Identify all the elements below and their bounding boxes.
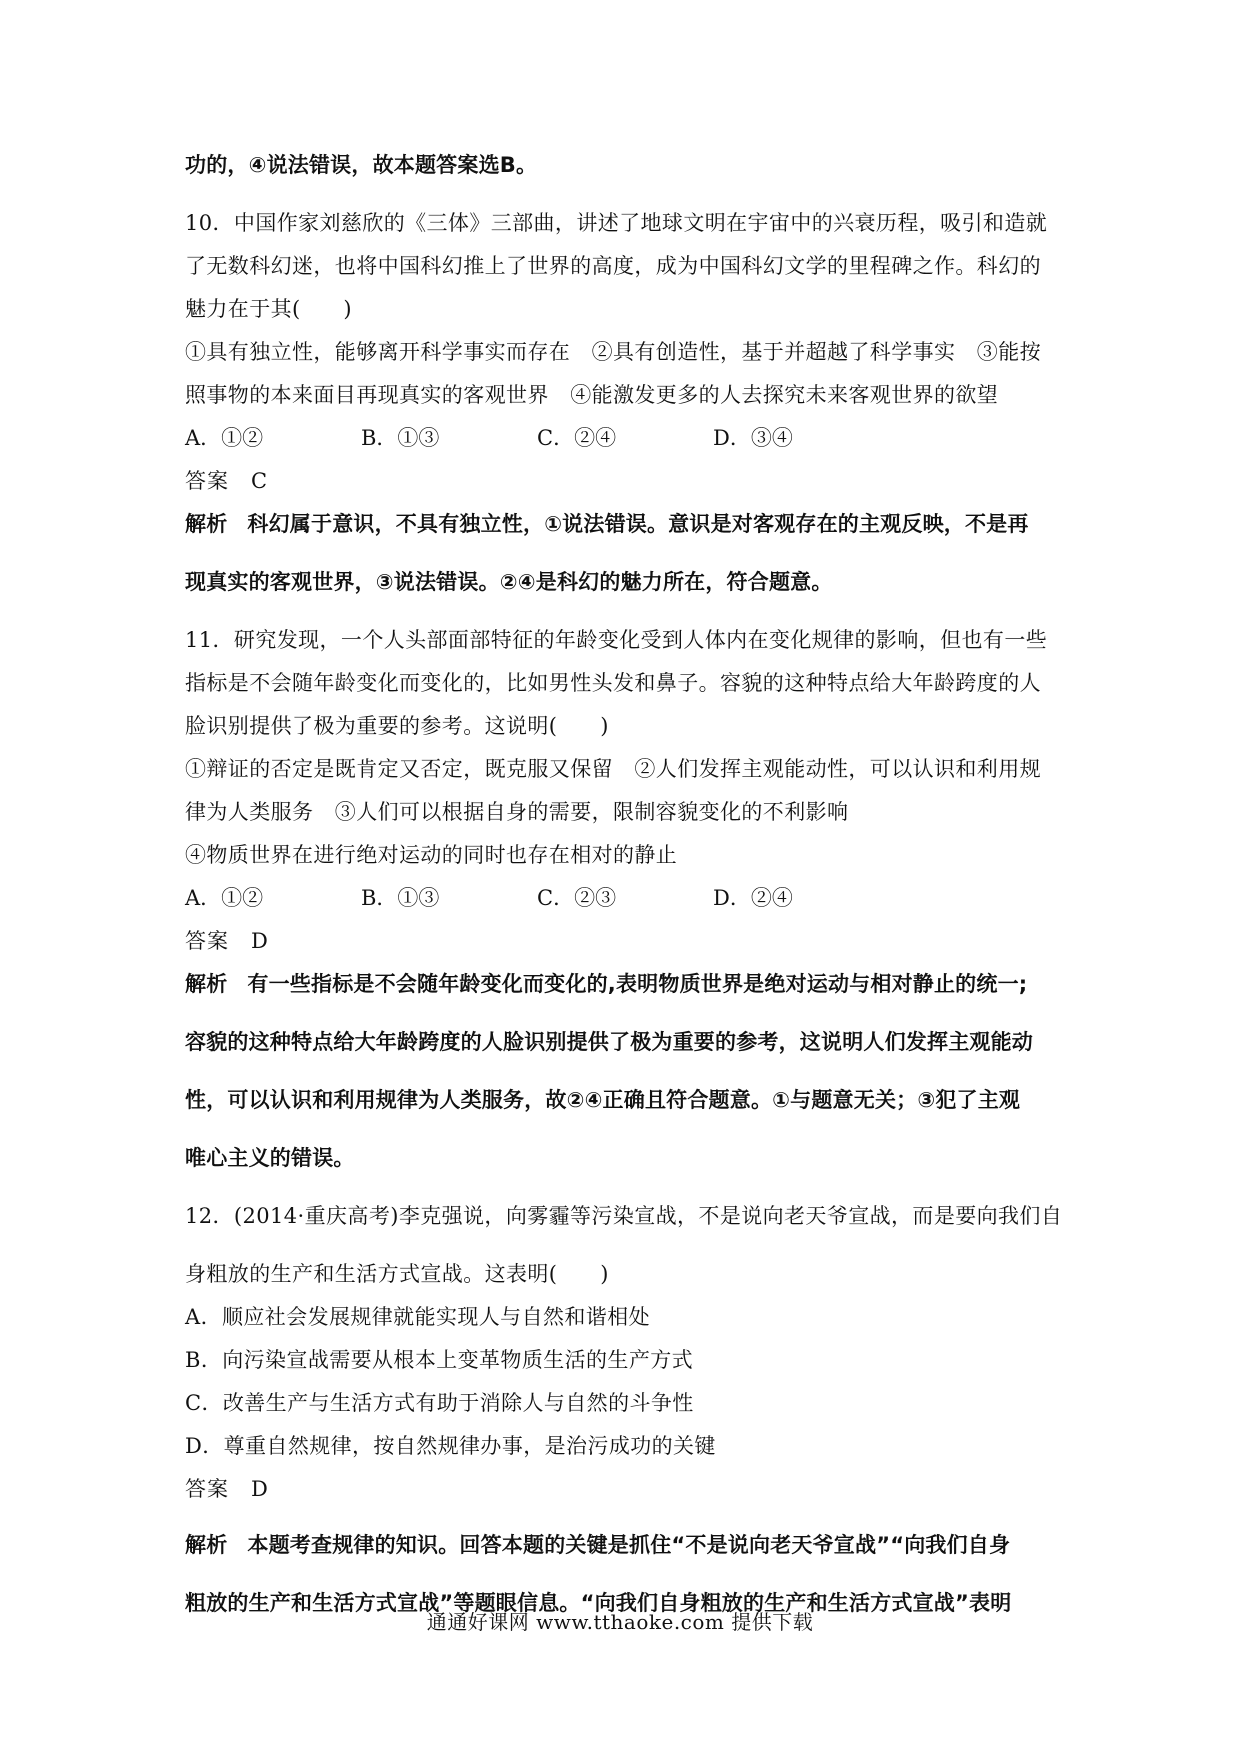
q11-stem-line-2: 指标是不会随年龄变化而变化的，比如男性头发和鼻子。容貌的这种特点给大年龄跨度的人 (185, 671, 1041, 695)
q12-answer-value: D (251, 1477, 268, 1501)
q10-analysis-label: 解析 (185, 512, 228, 536)
q11-answer (185, 926, 1065, 956)
q12-option-d: D．尊重自然规律，按自然规律办事，是治污成功的关键 (185, 1434, 716, 1458)
q12-option-a: A．顺应社会发展规律就能实现人与自然和谐相处 (185, 1305, 650, 1329)
q11-option-c: C．②③ (537, 886, 617, 910)
page-footer: 通通好课网 www.tthaoke.com 提供下载 (426, 1610, 814, 1634)
q12-option-c: C．改善生产与生活方式有助于消除人与自然的斗争性 (185, 1391, 694, 1415)
q10-statements-line-1: ①具有独立性，能够离开科学事实而存在 ②具有创造性，基于并超越了科学事实 ③能按 (185, 340, 1041, 364)
q10-stem-line-2: 了无数科幻迷，也将中国科幻推上了世界的高度，成为中国科幻文学的里程碑之作。科幻的 (185, 254, 1041, 278)
q12-analysis-label: 解析 (185, 1533, 228, 1557)
q10-stem-line-1: 10．中国作家刘慈欣的《三体》三部曲，讲述了地球文明在宇宙中的兴衰历程，吸引和造就 (185, 211, 1048, 235)
q10-stem-line-3: 魅力在于其( ) (185, 297, 352, 321)
q11-answer-label: 答案 (185, 929, 229, 953)
q12-answer-label: 答案 (185, 1477, 229, 1501)
q11-statements-line-1: ①辩证的否定是既肯定又否定，既克服又保留 ②人们发挥主观能动性，可以认识和利用规 (185, 757, 1041, 781)
q11-stem-line-3: 脸识别提供了极为重要的参考。这说明( ) (185, 714, 609, 738)
q11-analysis-label: 解析 (185, 972, 228, 996)
q11-statements-line-3: ④物质世界在进行绝对运动的同时也存在相对的静止 (185, 843, 678, 867)
q12-option-b: B．向污染宣战需要从根本上变革物质生活的生产方式 (185, 1348, 694, 1372)
q12-analysis-text-1: 本题考查规律的知识。回答本题的关键是抓住“不是说向老天爷宣战”“向我们自身 (247, 1533, 1011, 1557)
q12-stem-line-2: 身粗放的生产和生活方式宣战。这表明( ) (185, 1262, 609, 1286)
q11-option-d: D．②④ (713, 886, 793, 910)
q11-stem-line-1: 11．研究发现，一个人头部面部特征的年龄变化受到人体内在变化规律的影响，但也有一些 (185, 628, 1048, 652)
q12-stem-line-1: 12．(2014·重庆高考)李克强说，向雾霾等污染宣战，不是说向老天爷宣战，而是要向我们自 (185, 1204, 1063, 1228)
q11-answer-value: D (251, 929, 268, 953)
q10-answer-label: 答案 (185, 469, 229, 493)
q10-answer-value: C (251, 469, 268, 493)
q11-analysis-line-3: 性，可以认识和利用规律为人类服务，故②④正确且符合题意。①与题意无关；③犯了主观 (185, 1088, 1021, 1112)
q11-analysis-text-1: 有一些指标是不会随年龄变化而变化的,表明物质世界是绝对运动与相对静止的统一; (247, 972, 1028, 996)
q11-analysis-line-4: 唯心主义的错误。 (185, 1146, 355, 1170)
q11-statements-line-2: 律为人类服务 ③人们可以根据自身的需要，限制容貌变化的不利影响 (185, 800, 849, 824)
q10-analysis-line-1 (185, 509, 1065, 539)
analysis-continuation: 功的，④说法错误，故本题答案选B。 (185, 153, 538, 177)
q10-statements-line-2: 照事物的本来面目再现真实的客观世界 ④能激发更多的人去探究未来客观世界的欲望 (185, 383, 999, 407)
q11-analysis-line-2: 容貌的这种特点给大年龄跨度的人脸识别提供了极为重要的参考，这说明人们发挥主观能动 (185, 1030, 1033, 1054)
q11-analysis-line-1 (185, 969, 1065, 999)
q10-option-c: C．②④ (537, 426, 617, 450)
q10-option-d: D．③④ (713, 426, 793, 450)
q12-analysis-line-1 (185, 1530, 1065, 1560)
q10-analysis-text-1: 科幻属于意识，不具有独立性，①说法错误。意识是对客观存在的主观反映，不是再 (247, 512, 1029, 536)
q11-option-b: B．①③ (361, 886, 440, 910)
q10-options (185, 423, 1065, 453)
q10-answer (185, 466, 1065, 496)
document-body (185, 150, 1065, 1632)
q10-option-a: A．①② (185, 426, 264, 450)
q10-analysis-line-2: 现真实的客观世界，③说法错误。②④是科幻的魅力所在，符合题意。 (185, 570, 833, 594)
q12-analysis-line-2: 粗放的生产和生活方式宣战”等题眼信息。“向我们自身粗放的生产和生活方式宣战”表明 (185, 1591, 1012, 1615)
q10-option-b: B．①③ (361, 426, 440, 450)
q11-option-a: A．①② (185, 886, 264, 910)
q11-options (185, 883, 1065, 913)
q12-answer (185, 1474, 1065, 1504)
